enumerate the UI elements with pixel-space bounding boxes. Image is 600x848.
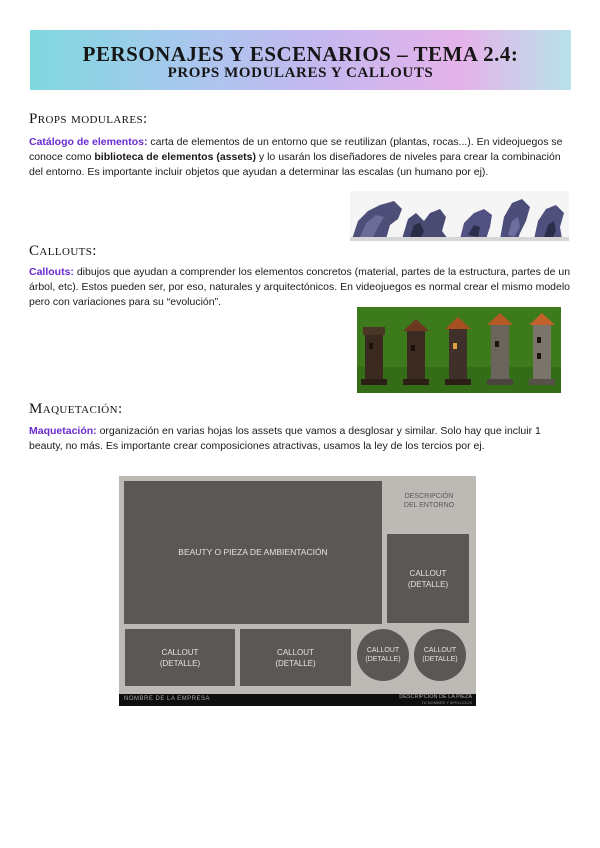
callout-box-2: CALLOUT (DETALLE) (240, 629, 351, 686)
rock-props-image (350, 191, 569, 241)
callouts-term: Callouts: (29, 266, 74, 278)
section-heading-callouts: Callouts: (29, 243, 97, 259)
maquetacion-paragraph (29, 424, 574, 454)
section-heading-maquetacion: Maquetación: (29, 401, 123, 417)
props-text2: y lo usarán los diseñadores de niveles para crear la combinación del entorno. Es importante incluir objetos que ayudan a determinar las escalas (un humano por ej). (29, 151, 561, 178)
tower-evolution-illustration (357, 307, 561, 393)
tower-evolution-image (357, 307, 561, 393)
props-term: Catálogo de elementos: (29, 136, 148, 148)
footer-company: NOMBRE DE LA EMPRESA (124, 696, 211, 702)
props-paragraph (29, 135, 574, 180)
callout-circle-1: CALLOUT (DETALLE) (357, 629, 409, 681)
footer-description: DESCRIPCIÓN DE LA PIEZA (399, 694, 472, 700)
mockup-footer (119, 694, 476, 706)
page-title: PERSONAJES Y ESCENARIOS – TEMA 2.4: (82, 42, 519, 66)
maquetacion-text: organización en varias hojas los assets que vamos a desglosar y similar. Solo hay que incluir 1 beauty, no más. Es importante crear composiciones atractivas, usamos la ley de los tercios por ej. (29, 425, 541, 452)
callout-right-box: CALLOUT (DETALLE) (387, 534, 469, 623)
beauty-box: BEAUTY O PIEZA DE AMBIENTACIÓN (124, 481, 382, 624)
rock-props-illustration (350, 191, 569, 241)
callout-box-1: CALLOUT (DETALLE) (125, 629, 235, 686)
footer-author: TU NOMBRE Y APELLIDOS (421, 700, 472, 705)
maquetacion-term: Maquetación: (29, 425, 97, 437)
callouts-paragraph (29, 265, 574, 310)
page-subtitle: PROPS MODULARES Y CALLOUTS (167, 65, 434, 81)
callout-circle-2: CALLOUT (DETALLE) (414, 629, 466, 681)
description-label: DESCRIPCIÓN DEL ENTORNO (403, 493, 455, 509)
props-text1: carta de elementos de un entorno que se reutilizan (plantas, rocas...). En videojuegos se conoce como (29, 136, 563, 163)
title-banner (30, 30, 571, 90)
props-bold: biblioteca de elementos (assets) (94, 151, 257, 163)
layout-mockup (119, 476, 476, 706)
callouts-text: dibujos que ayudan a comprender los elementos concretos (material, partes de la estructura, partes de un árbol, etc). Estos pueden ser, por eso, naturales y arquitectónicos. En videojuegos es normal crear el mismo modelo pero con variaciones para su “evolución”. (29, 266, 571, 308)
section-heading-props: Props modulares: (29, 111, 148, 127)
